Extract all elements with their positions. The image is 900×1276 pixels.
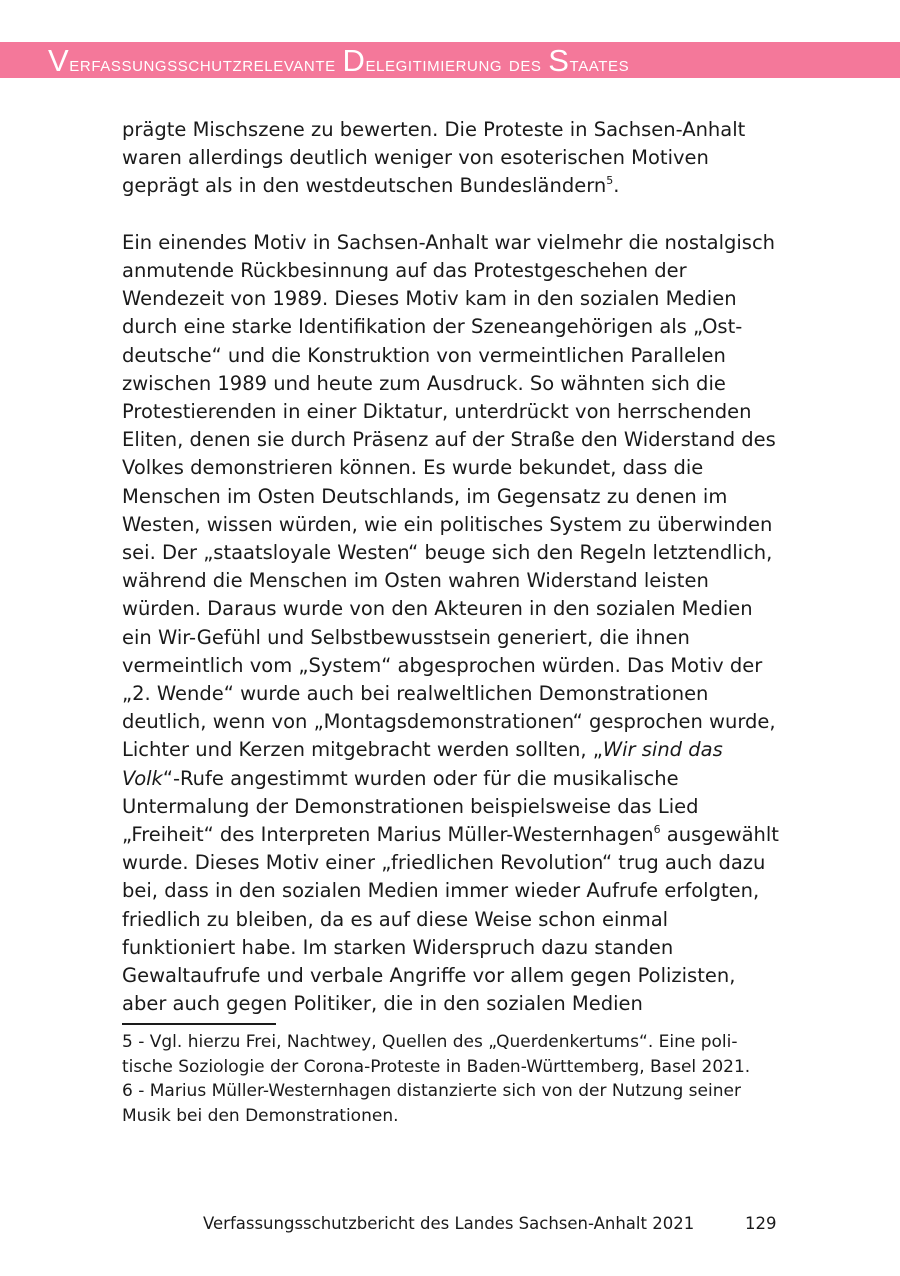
paragraph-1 (122, 116, 780, 201)
page-number: 129 (745, 1214, 777, 1233)
footer-title: Verfassungsschutzbericht des Landes Sachsen-Anhalt 2021 (203, 1214, 695, 1233)
header-cap-2: D (342, 43, 366, 78)
footnote-divider (122, 1023, 276, 1025)
header-cap-1: V (48, 43, 70, 78)
header-rest-3: taates (569, 51, 630, 76)
footnote-ref-6[interactable]: 6 (653, 823, 661, 837)
header-rest-1: erfassungsschutzrelevante (69, 51, 336, 76)
header-rest-2: elegitimierung des (365, 51, 542, 76)
paragraph-2-text-c: ausgewählt wurde. Dieses Motiv einer „friedlichen Revolution“ trug auch dazu bei, dass in den sozialen Medien immer wieder Aufrufe erfolgten, friedlich zu bleiben, da es auf diese Weise schon einmal funktioniert habe. Im starken Widerspruch dazu standen Gewaltaufrufe und verbale Angriffe vor allem gegen Polizisten, aber auch gegen Politiker, die in den sozialen Medien (122, 823, 779, 1016)
body-text (122, 116, 780, 1018)
paragraph-1-text: prägte Mischszene zu bewerten. Die Proteste in Sachsen-Anhalt waren allerdings deutlich weniger von esoterischen Motiven geprägt als in den westdeutschen Bundesländern (122, 118, 746, 198)
paragraph-2 (122, 229, 780, 1019)
paragraph-2-text-b: “-Rufe angestimmt wurden oder für die musikalische Untermalung der Demonstrationen beispielsweise das Lied „Freiheit“ des Interpreten Marius Müller-Westernhagen (122, 766, 699, 847)
section-header-title (48, 42, 629, 78)
header-cap-3: S (548, 43, 570, 78)
footnote-5: 5 - Vgl. hierzu Frei, Nachtwey, Quellen des „Querdenkertums“. Eine politische Soziologie der Corona-Proteste in Baden-Württemberg, Basel 2021. (122, 1032, 751, 1077)
footnote-6: 6 - Marius Müller-Westernhagen distanzierte sich von der Nutzung seiner Musik bei den Demonstrationen. (122, 1081, 741, 1126)
footnote-ref-5[interactable]: 5 (606, 174, 614, 188)
footnotes (122, 1030, 782, 1128)
paragraph-1-end: . (613, 174, 620, 198)
paragraph-2-italic: Wir sind das Volk (122, 738, 723, 790)
paragraph-2-text-a: Ein einendes Motiv in Sachsen-Anhalt war vielmehr die nostalgisch anmutende Rückbesinnung auf das Protestgeschehen der Wendezeit von 1989. Dieses Motiv kam in den sozialen Medien durch eine starke Identifikation der Szeneangehörigen als „Ostdeutsche“ und die Konstruktion von vermeintlichen Parallelen zwischen 1989 und heute zum Ausdruck. So wähnten sich die Protestierenden in einer Diktatur, unterdrückt von herrschenden Eliten, denen sie durch Präsenz auf der Straße den Widerstand des Volkes demonstrieren können. Es wurde bekundet, dass die Menschen im Osten Deutschlands, im Gegensatz zu denen im Westen, wissen würden, wie ein politisches System zu überwinden sei. Der „staatsloyale Westen“ beuge sich den Regeln letztendlich, während die Menschen im Osten wahren Widerstand leisten würden. Daraus wurde von den Akteuren in den sozialen Medien ein Wir-Gefühl und Selbstbewusstsein generiert, die ihnen vermeintlich vom „System“ abgesprochen würden. Das Motiv der „2. Wende“ wurde auch bei realweltlichen Demonstrationen deutlich, wenn von „Montagsdemonstrationen“ gesprochen wurde, Lichter und Kerzen mitgebracht werden sollten, „ (122, 230, 776, 762)
